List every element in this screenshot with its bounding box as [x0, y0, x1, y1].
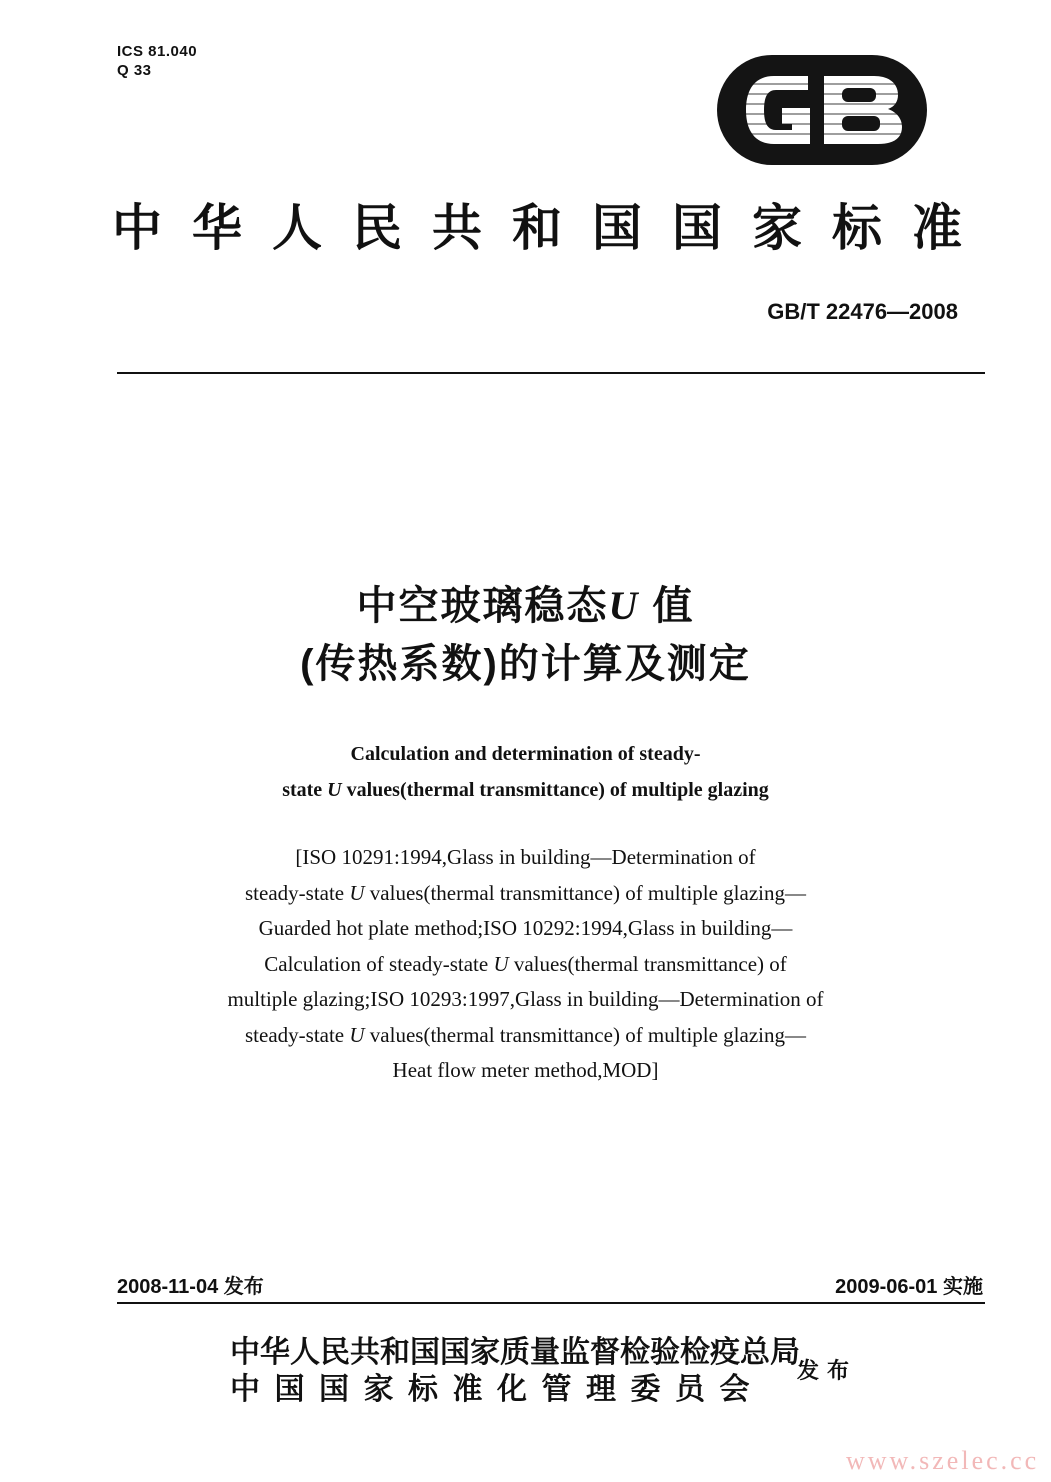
issuer-line2: 中国国家标准化管理委员会 [230, 1373, 764, 1406]
iso-reference [0, 840, 1051, 1089]
class-code: Q 33 [117, 62, 152, 79]
issuer-line1: 中华人民共和国国家质量监督检验检疫总局 [230, 1336, 800, 1369]
chinese-title [0, 577, 1051, 693]
gb-logo [716, 54, 928, 166]
iso-reference-line: Heat flow meter method,MOD] [392, 1058, 659, 1082]
ics-code: ICS 81.040 [117, 43, 198, 60]
iso-reference-line: steady-state U values(thermal transmittance) of multiple glazing— [245, 1022, 806, 1047]
chinese-title-line2: (传热系数)的计算及测定 [300, 642, 751, 686]
org-title: 中华人民共和国国家标准 [112, 200, 992, 256]
iso-reference-line: Guarded hot plate method;ISO 10292:1994,Glass in building— [258, 916, 793, 940]
iso-reference-line: steady-state U values(thermal transmittance) of multiple glazing— [245, 880, 806, 905]
ics-classification [117, 42, 197, 80]
chinese-title-line1: 中空玻璃稳态U 值 [356, 583, 695, 628]
bottom-divider [117, 1302, 985, 1304]
publish-date: 2008-11-04 发布 [117, 1276, 264, 1298]
issue-label: 发布 [797, 1358, 858, 1383]
iso-reference-line: Calculation of steady-state U values(thermal transmittance) of [264, 951, 787, 976]
english-title-line1: Calculation and determination of steady- [350, 743, 701, 765]
watermark: www.szelec.cc [846, 1446, 1040, 1475]
english-title [0, 736, 1051, 808]
iso-reference-line: multiple glazing;ISO 10293:1997,Glass in building—Determination of [227, 987, 824, 1011]
implement-date: 2009-06-01 实施 [835, 1276, 983, 1298]
top-divider [117, 372, 985, 374]
english-title-line2: state U values(thermal transmittance) of multiple glazing [282, 779, 769, 801]
iso-reference-line: [ISO 10291:1994,Glass in building—Determination of [295, 845, 756, 869]
standard-number: GB/T 22476—2008 [767, 299, 958, 324]
